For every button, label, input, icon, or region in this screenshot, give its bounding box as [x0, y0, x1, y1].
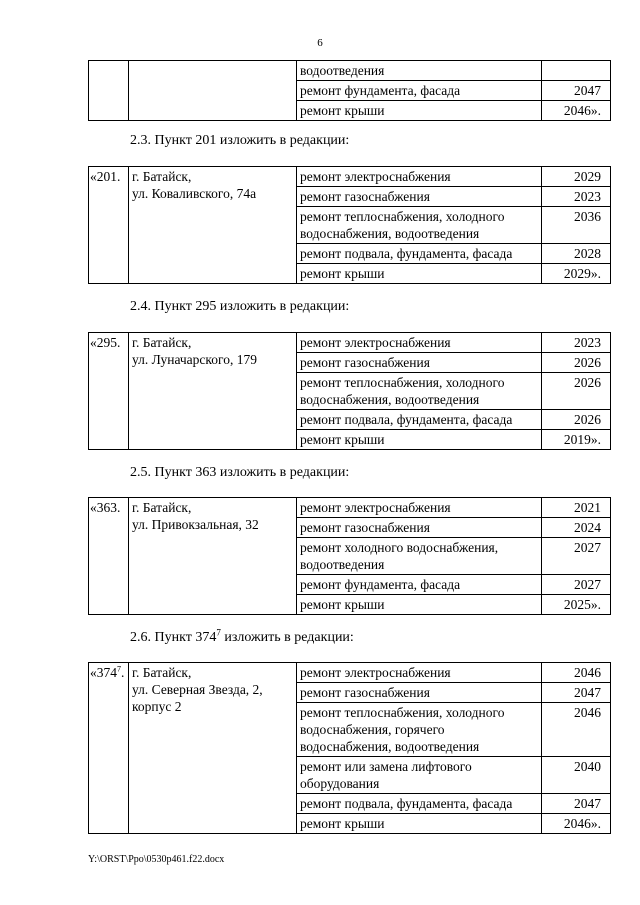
year-cell: 2024 [542, 518, 611, 538]
item-number: «363. [89, 498, 129, 615]
year-cell: 2040 [542, 757, 611, 794]
page-number: 6 [317, 37, 323, 49]
work-cell: ремонт холодного водоснабжения, водоотведения [297, 538, 542, 575]
section-table [88, 332, 611, 450]
work-cell: ремонт подвала, фундамента, фасада [297, 794, 542, 814]
address-cell [129, 167, 297, 284]
address-cell [129, 61, 297, 121]
year-cell: 2036 [542, 207, 611, 244]
address-building: корпус 2 [132, 699, 182, 714]
year-cell: 2029 [542, 167, 611, 187]
work-cell: ремонт подвала, фундамента, фасада [297, 244, 542, 264]
item-number [89, 663, 129, 834]
heading-superscript: 7 [216, 627, 221, 638]
work-cell: ремонт или замена лифтового оборудования [297, 757, 542, 794]
work-cell: ремонт теплоснабжения, холодного водоснабжения, горячего водоснабжения, водоотведения [297, 703, 542, 757]
section-table [88, 662, 611, 834]
work-cell: ремонт теплоснабжения, холодного водоснабжения, водоотведения [297, 207, 542, 244]
year-cell [542, 61, 611, 81]
table-row [89, 333, 611, 353]
work-cell: ремонт газоснабжения [297, 353, 542, 373]
work-cell: ремонт электроснабжения [297, 498, 542, 518]
year-cell: 2047 [542, 794, 611, 814]
year-cell: 2047 [542, 683, 611, 703]
year-cell: 2028 [542, 244, 611, 264]
work-cell: ремонт теплоснабжения, холодного водоснабжения, водоотведения [297, 373, 542, 410]
year-cell: 2029». [542, 264, 611, 284]
table-row [89, 167, 611, 187]
year-cell: 2046 [542, 663, 611, 683]
year-cell: 2027 [542, 575, 611, 595]
work-cell: ремонт газоснабжения [297, 683, 542, 703]
year-cell: 2046». [542, 814, 611, 834]
address-city: г. Батайск, [132, 665, 192, 680]
section-heading: 2.5. Пункт 363 изложить в редакции: [130, 465, 350, 480]
section-heading [130, 627, 354, 646]
num-cell [89, 61, 129, 121]
address-street: ул. Привокзальная, 32 [132, 517, 259, 532]
year-cell: 2023 [542, 187, 611, 207]
table-row [89, 498, 611, 518]
continuation-table [88, 60, 611, 121]
address-city: г. Батайск, [132, 335, 192, 350]
work-cell: ремонт электроснабжения [297, 333, 542, 353]
work-cell: ремонт газоснабжения [297, 518, 542, 538]
work-cell: ремонт подвала, фундамента, фасада [297, 410, 542, 430]
year-cell: 2019». [542, 430, 611, 450]
address-cell [129, 663, 297, 834]
address-cell [129, 333, 297, 450]
heading-text: 2.6. Пункт 374 [130, 630, 217, 645]
year-cell: 2023 [542, 333, 611, 353]
address-street: ул. Луначарского, 179 [132, 352, 257, 367]
address-cell [129, 498, 297, 615]
year-cell: 2026 [542, 353, 611, 373]
year-cell: 2026 [542, 373, 611, 410]
item-number: «201. [89, 167, 129, 284]
work-cell: ремонт фундамента, фасада [297, 81, 542, 101]
item-number-text: «374 [90, 665, 117, 680]
year-cell: 2027 [542, 538, 611, 575]
address-city: г. Батайск, [132, 500, 192, 515]
work-cell: ремонт крыши [297, 814, 542, 834]
section-heading: 2.3. Пункт 201 изложить в редакции: [130, 133, 350, 148]
address-city: г. Батайск, [132, 169, 192, 184]
section-heading: 2.4. Пункт 295 изложить в редакции: [130, 299, 350, 314]
year-cell: 2025». [542, 595, 611, 615]
year-cell: 2021 [542, 498, 611, 518]
item-number: «295. [89, 333, 129, 450]
item-number-superscript: 7 [117, 664, 121, 674]
work-cell: ремонт электроснабжения [297, 167, 542, 187]
section-table [88, 497, 611, 615]
table-row [89, 663, 611, 683]
table-row [89, 61, 611, 81]
address-street: ул. Северная Звезда, 2, [132, 682, 263, 697]
work-cell: ремонт крыши [297, 595, 542, 615]
work-cell: ремонт газоснабжения [297, 187, 542, 207]
work-cell: ремонт электроснабжения [297, 663, 542, 683]
heading-text-tail: изложить в редакции: [220, 630, 354, 645]
work-cell: ремонт фундамента, фасада [297, 575, 542, 595]
year-cell: 2026 [542, 410, 611, 430]
work-cell: водоотведения [297, 61, 542, 81]
section-table [88, 166, 611, 284]
work-cell: ремонт крыши [297, 264, 542, 284]
item-number-dot: . [121, 665, 125, 680]
work-cell: ремонт крыши [297, 101, 542, 121]
footer-file-path: Y:\ORST\Ppo\0530p461.f22.docx [88, 854, 225, 865]
year-cell: 2046 [542, 703, 611, 757]
year-cell: 2046». [542, 101, 611, 121]
year-cell: 2047 [542, 81, 611, 101]
address-street: ул. Коваливского, 74а [132, 186, 257, 201]
work-cell: ремонт крыши [297, 430, 542, 450]
